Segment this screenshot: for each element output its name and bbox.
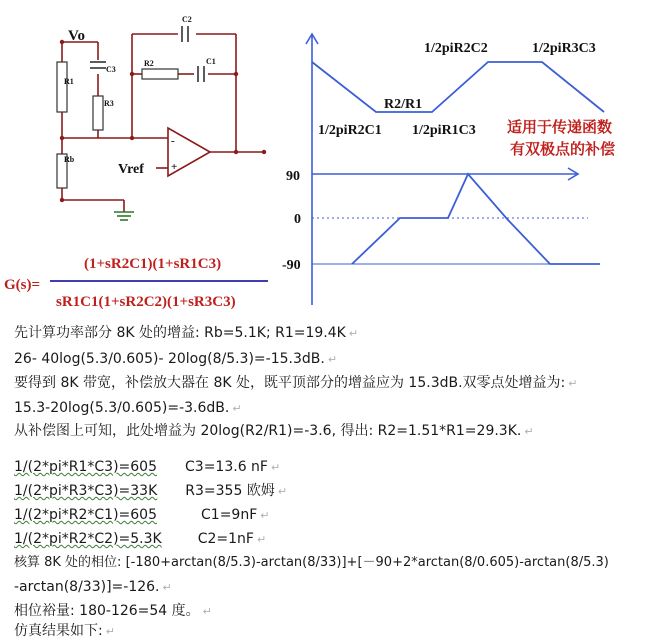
text-line-5-content: 从补偿图上可知，此处增益为 20log(R2/R1)=-3.6, 得出: R2=1.51*R1=29.3K. xyxy=(14,423,522,439)
r2-resistor-icon xyxy=(142,69,178,79)
r3-resistor-icon xyxy=(93,96,103,130)
text-line-9-result: C2=1nF xyxy=(197,531,254,547)
text-line-10 xyxy=(14,554,648,572)
phase-tick-minus90: -90 xyxy=(282,258,301,273)
transfer-numerator: (1+sR2C1)(1+sR1C3) xyxy=(84,256,222,272)
transfer-lhs: G(s)= xyxy=(4,277,41,293)
text-line-11: -arctan(8/33)]=-126. ↵ xyxy=(14,579,172,595)
transfer-denominator: sR1C1(1+sR2C2)(1+sR3C3) xyxy=(56,294,236,310)
text-line-2: 26- 40log(5.3/0.605)- 20log(8/5.3)=-15.3dB. ↵ xyxy=(14,351,338,367)
text-line-9-equation: 1/(2*pi*R2*C2)=5.3K xyxy=(14,531,162,547)
vo-label: Vo xyxy=(68,28,85,44)
r1-resistor-icon xyxy=(57,62,67,112)
phase-tick-90: 90 xyxy=(286,169,300,184)
text-line-6: 1/(2*pi*R1*C3)=605 C3=13.6 nF ↵ xyxy=(14,459,281,475)
bode-note-line2: 有双极点的补偿 xyxy=(510,140,616,158)
text-line-10-content: 核算 8K 处的相位: [-180+arctan(8/5.3)-arctan(8/33)]+[－90+2*arctan(8/0.605)-arctan(8/5.3) xyxy=(14,555,609,570)
text-line-2-content: 26- 40log(5.3/0.605)- 20log(8/5.3)=-15.3dB. xyxy=(14,351,325,367)
r3-label: R3 xyxy=(104,99,114,108)
text-line-9: 1/(2*pi*R2*C2)=5.3K C2=1nF ↵ xyxy=(14,531,267,547)
rb-label: Rb xyxy=(64,155,75,164)
phase-tick-0: 0 xyxy=(294,212,301,227)
phase-reference-lines xyxy=(312,218,598,264)
text-line-7-equation: 1/(2*pi*R3*C3)=33K xyxy=(14,483,158,499)
bode-label-r2c2: 1/2piR2C2 xyxy=(424,41,488,56)
text-line-3-content: 要得到 8K 带宽，补偿放大器在 8K 处，既平顶部分的增益应为 15.3dB.双零点处增益为: xyxy=(14,375,566,391)
text-line-4-content: 15.3-20log(5.3/0.605)=-3.6dB. xyxy=(14,400,230,416)
bode-label-r3c3: 1/2piR3C3 xyxy=(532,41,596,56)
text-line-7-result: R3=355 欧姆 xyxy=(185,483,275,499)
bode-note-line1: 适用于传递函数 xyxy=(507,118,613,136)
gain-curve xyxy=(312,62,604,112)
opamp-plus-label: + xyxy=(171,161,178,173)
text-line-11-content: -arctan(8/33)]=-126. xyxy=(14,579,160,595)
text-line-1-content: 先计算功率部分 8K 处的增益: Rb=5.1K; R1=19.4K xyxy=(14,325,346,341)
text-line-8-result: C1=9nF xyxy=(201,507,258,523)
bode-label-r1c3: 1/2piR1C3 xyxy=(412,123,476,138)
r1-label: R1 xyxy=(64,77,74,86)
text-line-13-content: 仿真结果如下: xyxy=(14,623,103,639)
text-line-8: 1/(2*pi*R2*C1)=605 C1=9nF ↵ xyxy=(14,507,270,523)
text-line-12-content: 相位裕量: 180-126=54 度。 xyxy=(14,603,200,619)
text-line-4: 15.3-20log(5.3/0.605)=-3.6dB. ↵ xyxy=(14,400,242,416)
bode-label-r2-r1: R2/R1 xyxy=(384,97,423,112)
c1-label: C1 xyxy=(206,57,216,66)
r2-label: R2 xyxy=(144,59,154,68)
text-line-12: 相位裕量: 180-126=54 度。 ↵ xyxy=(14,603,212,619)
compensation-circuit xyxy=(62,34,264,212)
text-line-8-equation: 1/(2*pi*R2*C1)=605 xyxy=(14,507,158,523)
text-line-3: 要得到 8K 带宽，补偿放大器在 8K 处，既平顶部分的增益应为 15.3dB.双零点处增益为: ↵ xyxy=(14,375,578,391)
bode-label-r2c1: 1/2piR2C1 xyxy=(318,123,382,138)
text-line-1: 先计算功率部分 8K 处的增益: Rb=5.1K; R1=19.4K ↵ xyxy=(14,325,359,341)
text-line-6-result: C3=13.6 nF xyxy=(185,459,268,475)
opamp-minus-label: - xyxy=(171,135,175,147)
text-line-6-equation: 1/(2*pi*R1*C3)=605 xyxy=(14,459,158,475)
phase-curve xyxy=(352,174,600,264)
ground-icon xyxy=(114,212,134,220)
c2-label: C2 xyxy=(182,15,192,24)
text-line-5: 从补偿图上可知，此处增益为 20log(R2/R1)=-3.6, 得出: R2=1.51*R1=29.3K. ↵ xyxy=(14,423,534,439)
text-line-13: 仿真结果如下: ↵ xyxy=(14,623,115,639)
c3-label: C3 xyxy=(106,65,116,74)
text-line-7: 1/(2*pi*R3*C3)=33K R3=355 欧姆 ↵ xyxy=(14,483,288,499)
vref-label: Vref xyxy=(118,162,144,177)
circuit-and-bode-figure xyxy=(0,0,648,315)
